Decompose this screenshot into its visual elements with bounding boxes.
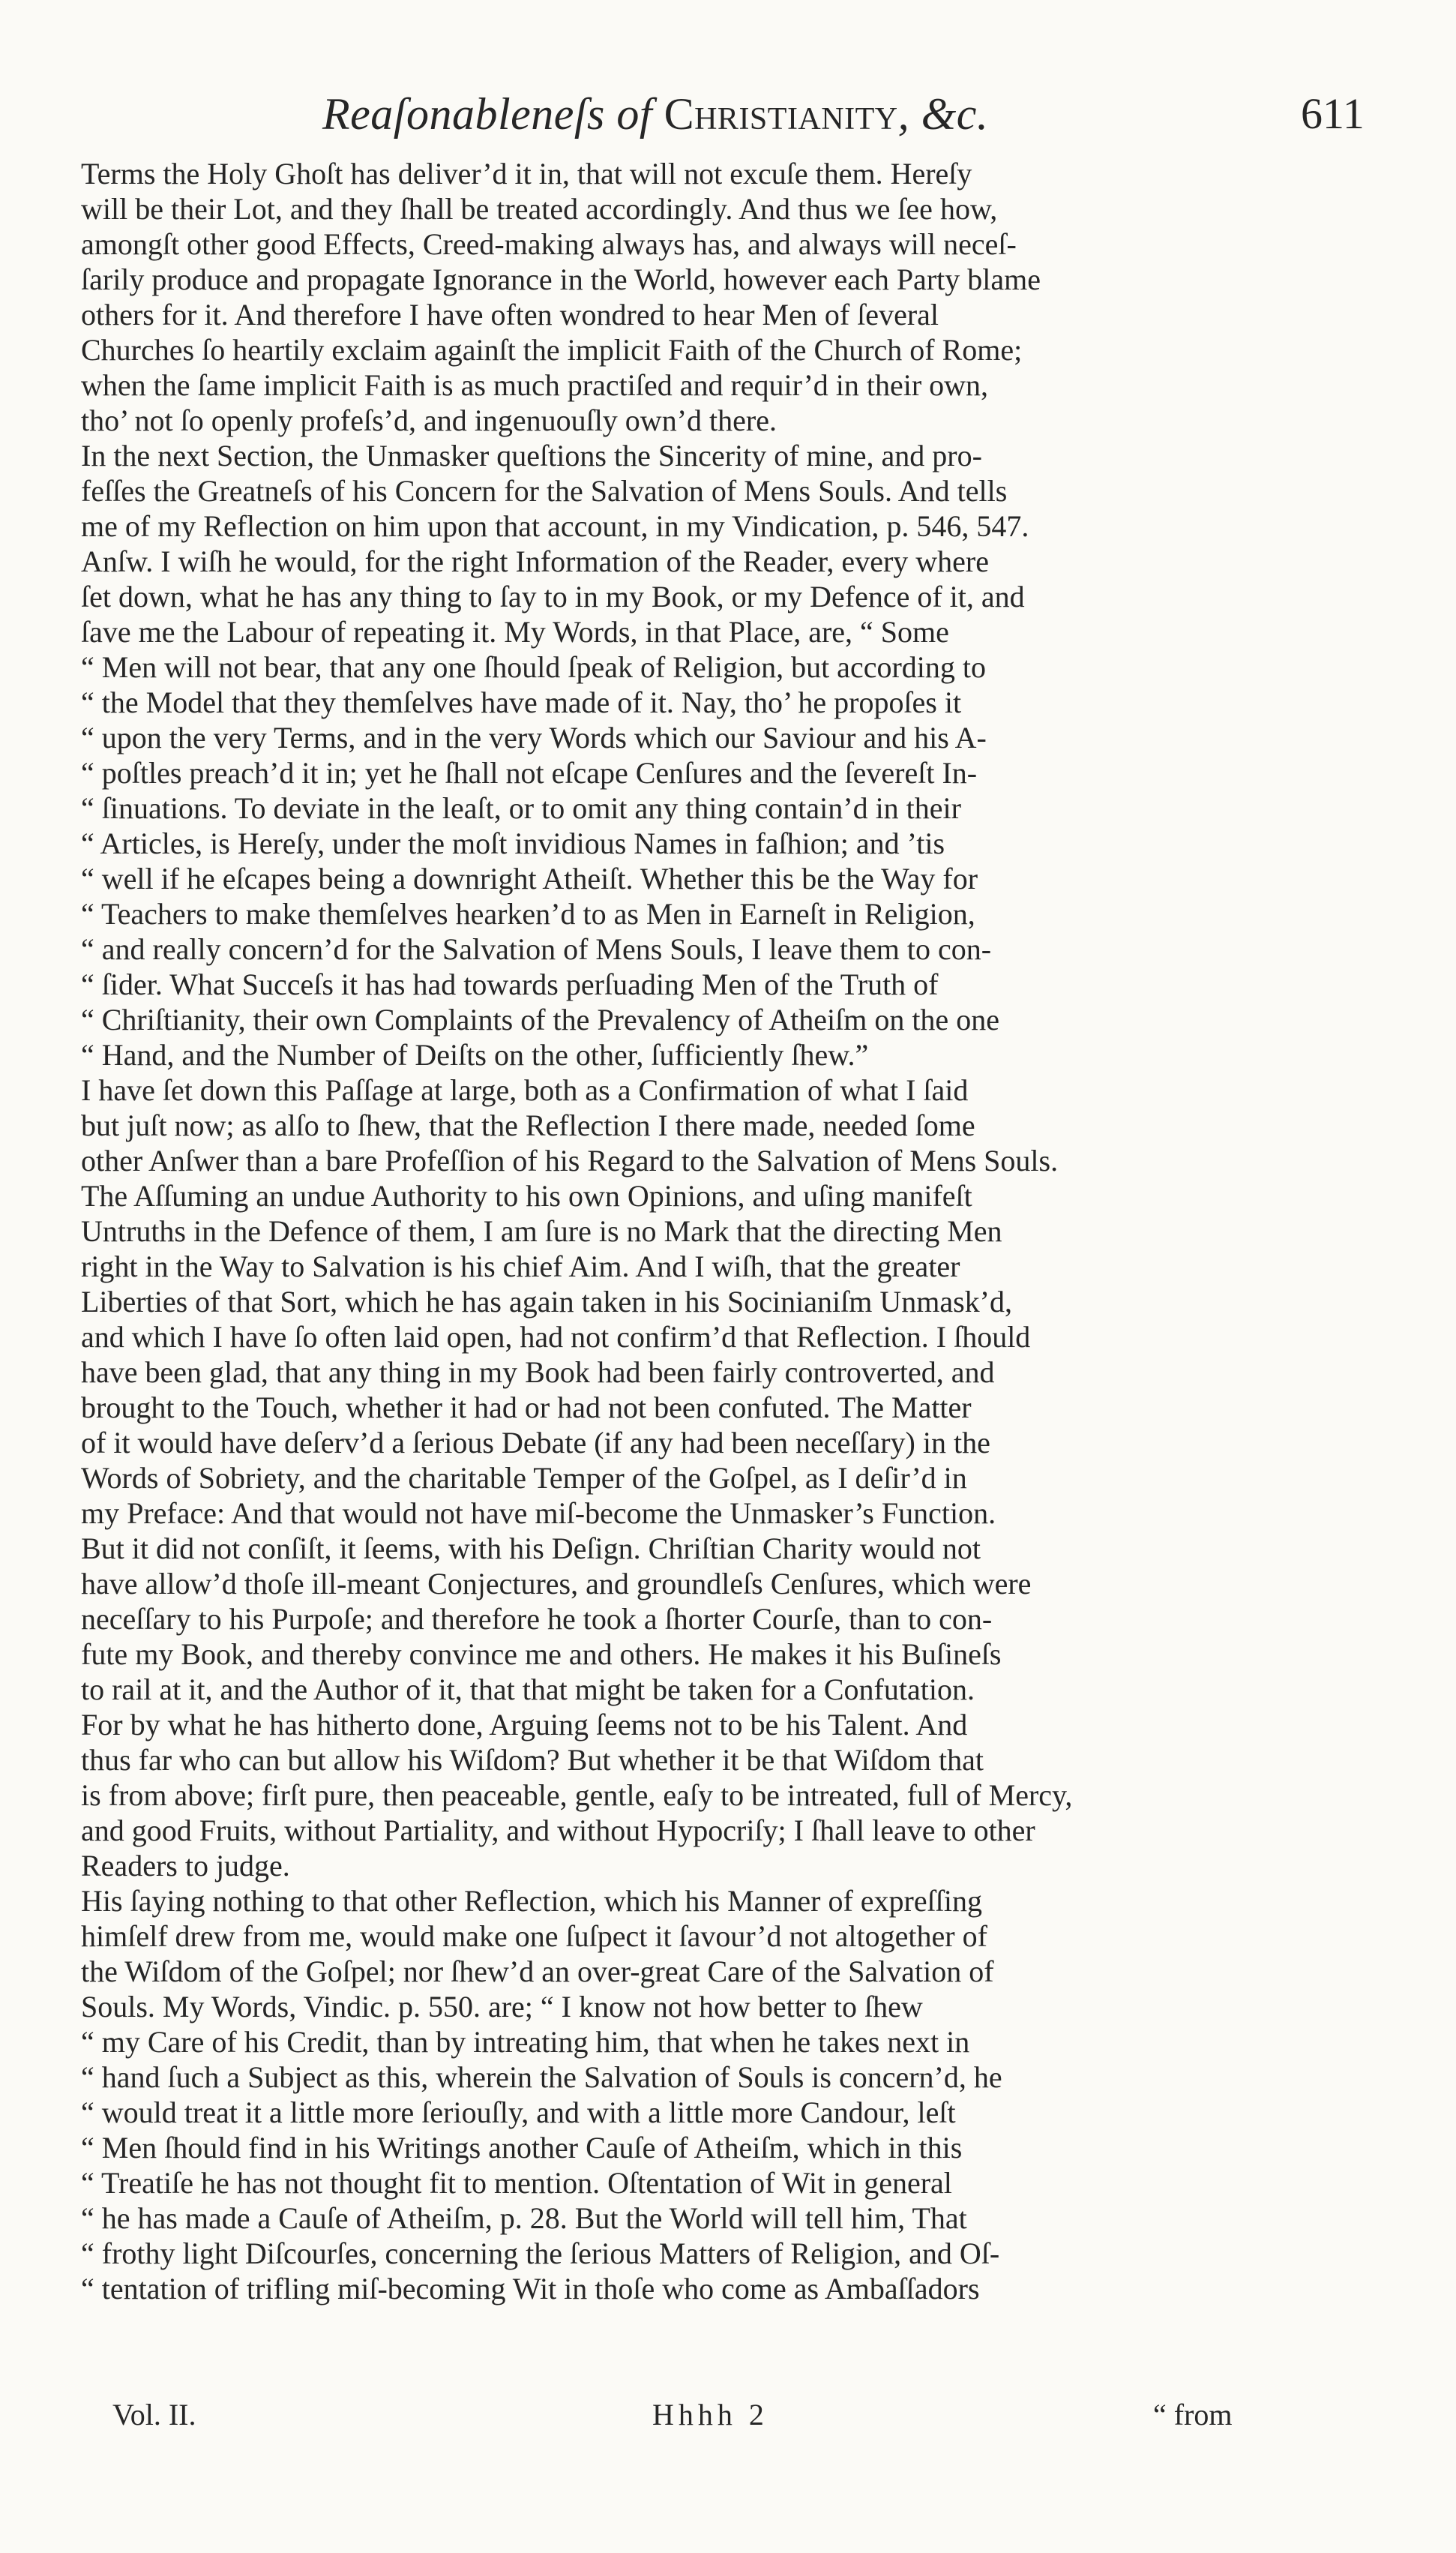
text-line: of it would have deſerv’d a ſerious Debate (if any had been neceſſary) in the	[81, 1426, 990, 1460]
text-line: The Aſſuming an undue Authority to his own Opinions, and uſing manifeſt	[81, 1179, 972, 1213]
running-title-etc: , &c.	[897, 89, 989, 139]
text-line: I have ſet down this Paſſage at large, both as a Confirmation of what I ſaid	[81, 1073, 969, 1107]
text-line: but juſt now; as alſo to ſhew, that the Reflection I there made, needed ſome	[81, 1108, 975, 1142]
text-line: have been glad, that any thing in my Book had been fairly controverted, and	[81, 1355, 995, 1389]
text-line: “ Men ſhould find in his Writings another Cauſe of Atheiſm, which in this	[81, 2131, 963, 2164]
text-line: “ my Care of his Credit, than by intreating him, that when he takes next in	[81, 2025, 970, 2059]
text-line: brought to the Touch, whether it had or had not been confuted. The Matter	[81, 1390, 972, 1424]
text-line: himſelf drew from me, would make one ſuſpect it ſavour’d not altogether of	[81, 1919, 987, 1953]
text-line: thus far who can but allow his Wiſdom? But whether it be that Wiſdom that	[81, 1743, 984, 1777]
page-number: 611	[1301, 89, 1365, 138]
text-line: Souls. My Words, Vindic. p. 550. are; “ I know not how better to ſhew	[81, 1990, 923, 2024]
text-line: “ upon the very Terms, and in the very Words which our Saviour and his A-	[81, 721, 987, 754]
text-line: will be their Lot, and they ſhall be treated accordingly. And thus we ſee how,	[81, 192, 998, 226]
text-line: “ Hand, and the Number of Deiſts on the other, ſufficiently ſhew.”	[81, 1038, 869, 1072]
text-line: my Preface: And that would not have miſ-become the Unmasker’s Function.	[81, 1496, 996, 1530]
text-line: others for it. And therefore I have often wondred to hear Men of ſeveral	[81, 298, 939, 332]
text-line: “ and really concern’d for the Salvation of Mens Souls, I leave them to con-	[81, 932, 992, 966]
text-line: the Wiſdom of the Goſpel; nor ſhew’d an over-great Care of the Salvation of	[81, 1954, 994, 1988]
text-line: and which I have ſo often laid open, had not confirm’d that Reflection. I ſhould	[81, 1320, 1031, 1354]
volume-label: Vol. II.	[112, 2398, 196, 2432]
text-line: feſſes the Greatneſs of his Concern for the Salvation of Mens Souls. And tells	[81, 474, 1008, 508]
text-line: “ ſider. What Succeſs it has had towards perſuading Men of the Truth of	[81, 968, 939, 1001]
text-line: In the next Section, the Unmasker queſtions the Sincerity of mine, and pro-	[81, 439, 982, 472]
page-footer	[0, 2397, 1456, 2442]
text-line: ſave me the Labour of repeating it. My Words, in that Place, are, “ Some	[81, 615, 949, 649]
text-line: “ Men will not bear, that any one ſhould ſpeak of Religion, but according to	[81, 650, 986, 684]
text-line: Words of Sobriety, and the charitable Temper of the Goſpel, as I deſir’d in	[81, 1461, 967, 1495]
page-header	[0, 88, 1456, 148]
text-line: neceſſary to his Purpoſe; and therefore he took a ſhorter Courſe, than to con-	[81, 1602, 993, 1636]
text-line: and good Fruits, without Partiality, and without Hypocriſy; I ſhall leave to other	[81, 1814, 1035, 1847]
text-line: “ poſtles preach’d it in; yet he ſhall not eſcape Cenſures and the ſevereſt In-	[81, 756, 978, 790]
text-line: “ well if he eſcapes being a downright Atheiſt. Whether this be the Way for	[81, 862, 978, 896]
text-line: “ the Model that they themſelves have made of it. Nay, tho’ he propoſes it	[81, 686, 962, 719]
text-line: Anſw. I wiſh he would, for the right Information of the Reader, every where	[81, 544, 989, 578]
text-line: “ frothy light Diſcourſes, concerning the ſerious Matters of Religion, and Oſ-	[81, 2236, 1000, 2270]
text-line: For by what he has hitherto done, Arguing ſeems not to be his Talent. And	[81, 1708, 968, 1742]
text-line: when the ſame implicit Faith is as much practiſed and requir’d in their own,	[81, 368, 989, 402]
text-line: Liberties of that Sort, which he has again taken in his Socinianiſm Unmask’d,	[81, 1285, 1012, 1318]
text-line: Untruths in the Defence of them, I am ſure is no Mark that the directing Men	[81, 1214, 1002, 1248]
text-line: “ Treatiſe he has not thought fit to mention. Oſtentation of Wit in general	[81, 2166, 952, 2200]
text-line: “ tentation of trifling miſ-becoming Wit in thoſe who come as Ambaſſadors	[81, 2272, 980, 2306]
text-line: “ would treat it a little more ſeriouſly, and with a little more Candour, leſt	[81, 2096, 956, 2129]
text-line: “ Articles, is Hereſy, under the moſt invidious Names in faſhion; and ’tis	[81, 826, 945, 860]
text-line: ſet down, what he has any thing to ſay to in my Book, or my Defence of it, and	[81, 580, 1025, 614]
text-line: “ Chriſtianity, their own Complaints of the Prevalency of Atheiſm on the one	[81, 1003, 999, 1036]
text-line: is from above; firſt pure, then peaceable, gentle, eaſy to be intreated, full of Mercy,	[81, 1778, 1073, 1812]
text-line: “ Teachers to make themſelves hearken’d to as Men in Earneſt in Religion,	[81, 897, 975, 931]
text-line: amongſt other good Effects, Creed-making always has, and always will neceſ-	[81, 227, 1017, 261]
text-line: “ he has made a Cauſe of Atheiſm, p. 28. But the World will tell him, That	[81, 2201, 967, 2235]
signature-mark: Hhhh 2	[652, 2398, 768, 2432]
text-line: fute my Book, and thereby convince me and others. He makes it his Buſineſs	[81, 1637, 1002, 1671]
body-text	[81, 156, 1273, 2306]
running-title-smallcaps: Christianity	[664, 89, 898, 139]
text-line: have allow’d thoſe ill-meant Conjectures, and groundleſs Cenſures, which were	[81, 1567, 1032, 1600]
text-line: “ hand ſuch a Subject as this, wherein the Salvation of Souls is concern’d, he	[81, 2060, 1002, 2094]
text-line: His ſaying nothing to that other Reflection, which his Manner of expreſſing	[81, 1884, 982, 1918]
text-line: But it did not conſiſt, it ſeems, with his Deſign. Chriſtian Charity would not	[81, 1532, 981, 1565]
text-line: right in the Way to Salvation is his chief Aim. And I wiſh, that the greater	[81, 1250, 960, 1283]
text-line: ſarily produce and propagate Ignorance in the World, however each Party blame	[81, 262, 1041, 296]
running-title-italic: Reaſonableneſs of	[322, 89, 664, 139]
text-line: Readers to judge.	[81, 1849, 290, 1882]
text-line: tho’ not ſo openly profeſs’d, and ingenuouſly own’d there.	[81, 404, 777, 437]
text-line: “ ſinuations. To deviate in the leaſt, or to omit any thing contain’d in their	[81, 791, 961, 825]
text-line: Churches ſo heartily exclaim againſt the implicit Faith of the Church of Rome;	[81, 333, 1023, 367]
running-title	[322, 88, 988, 140]
catchword: “ from	[1153, 2398, 1233, 2432]
text-line: Terms the Holy Ghoſt has deliver’d it in, that will not excuſe them. Hereſy	[81, 157, 972, 190]
text-line: me of my Reflection on him upon that account, in my Vindication, p. 546, 547.	[81, 509, 1029, 543]
text-line: to rail at it, and the Author of it, that that might be taken for a Confutation.	[81, 1672, 975, 1706]
text-line: other Anſwer than a bare Profeſſion of his Regard to the Salvation of Mens Souls.	[81, 1144, 1059, 1178]
